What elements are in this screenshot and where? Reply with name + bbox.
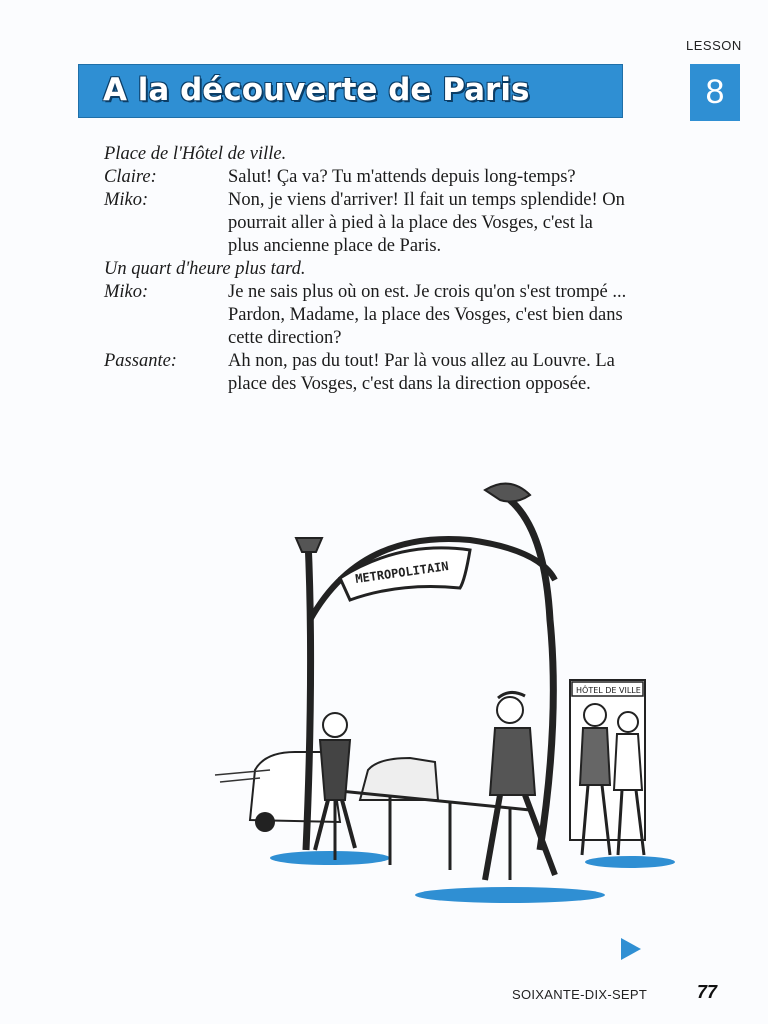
page-number: 77: [697, 982, 718, 1002]
dialogue-line: [104, 350, 644, 396]
speech-text: Ah non, pas du tout! Par là vous allez au Louvre. La place des Vosges, c'est dans la direction opposée.: [228, 351, 615, 394]
speech-text: Non, je viens d'arriver! Il fait un temps splendide! On pourrait aller à pied à la place des Vosges, c'est la plus ancienne place de Paris.: [228, 190, 625, 256]
scene-direction-1: Place de l'Hôtel de ville.: [104, 144, 287, 164]
lesson-label: LESSON: [686, 38, 742, 53]
metro-sign-text: METROPOLITAIN: [354, 559, 450, 586]
lesson-number-badge: 8: [690, 64, 740, 121]
speaker-name: Miko:: [104, 282, 149, 302]
dialogue-line: [104, 281, 644, 350]
speech-text: Salut! Ça va? Tu m'attends depuis long-temps?: [228, 167, 576, 187]
title-banner: [78, 64, 623, 118]
dialogue: [104, 143, 644, 396]
hotel-sign-text: HÔTEL DE VILLE: [576, 686, 641, 695]
next-page-arrow-icon[interactable]: [621, 938, 641, 960]
metro-sign: [340, 548, 470, 600]
dialogue-line: [104, 166, 644, 189]
person-walking-man: [485, 692, 555, 880]
dialogue-line: [104, 189, 644, 258]
scene-direction-2: Un quart d'heure plus tard.: [104, 259, 306, 279]
speaker-name: Passante:: [104, 351, 177, 371]
metro-entrance-illustration: [210, 470, 690, 910]
page-title: A la découverte de Paris: [103, 72, 530, 108]
speaker-name: Miko:: [104, 190, 149, 210]
page-number-words: SOIXANTE-DIX-SEPT: [512, 987, 648, 1002]
speaker-name: Claire:: [104, 167, 157, 187]
speech-text: Je ne sais plus où on est. Je crois qu'on s'est trompé ... Pardon, Madame, la place des Vosges, c'est bien dans cette direction?: [228, 282, 627, 348]
